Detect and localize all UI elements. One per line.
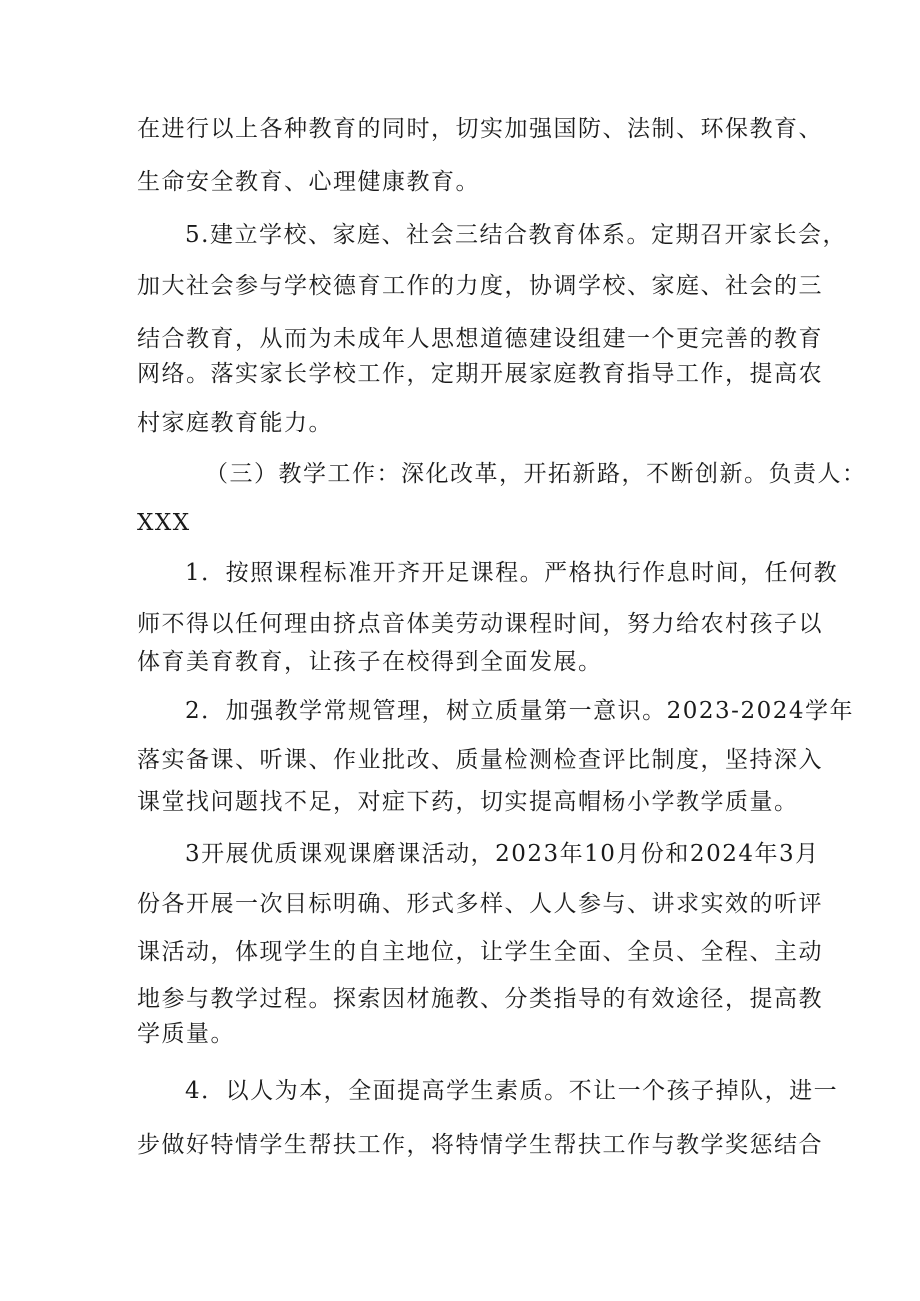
text-line: XXX (137, 510, 191, 536)
text-line: 在进行以上各种教育的同时，切实加强国防、法制、环保教育、 (137, 116, 823, 142)
text-line: 生命安全教育、心理健康教育。 (137, 169, 480, 195)
text-line: 结合教育，从而为未成年人思想道德建设组建一个更完善的教育 (137, 326, 823, 352)
text-line: 地参与教学过程。探索因材施教、分类指导的有效途径，提高教 (137, 986, 823, 1012)
text-line: 体育美育教育，让孩子在校得到全面发展。 (137, 649, 603, 675)
text-line: 课活动，体现学生的自主地位，让学生全面、全员、全程、主动 (137, 939, 823, 965)
section-heading: （三）教学工作：深化改革，开拓新路，不断创新。负责人： (205, 461, 867, 487)
text-line: 4．以人为本，全面提高学生素质。不让一个孩子掉队，进一 (185, 1078, 839, 1104)
text-line: 步做好特情学生帮扶工作，将特情学生帮扶工作与教学奖惩结合 (137, 1132, 823, 1158)
text-line: 村家庭教育能力。 (137, 410, 333, 436)
text-line: 落实备课、听课、作业批改、质量检测检查评比制度，坚持深入 (137, 747, 823, 773)
text-line: 3开展优质课观课磨课活动，2023年10月份和2024年3月 (185, 841, 820, 867)
text-line: 加大社会参与学校德育工作的力度，协调学校、家庭、社会的三 (137, 273, 823, 299)
text-line: 师不得以任何理由挤点音体美劳动课程时间，努力给农村孩子以 (137, 611, 823, 637)
text-line: 网络。落实家长学校工作，定期开展家庭教育指导工作，提高农 (137, 361, 823, 387)
text-line: 5.建立学校、家庭、社会三结合教育体系。定期召开家长会， (185, 222, 847, 248)
text-line: 学质量。 (137, 1021, 235, 1047)
text-line: 份各开展一次目标明确、形式多样、人人参与、讲求实效的听评 (137, 891, 823, 917)
text-line: 2．加强教学常规管理，树立质量第一意识。2023-2024学年 (185, 698, 854, 724)
text-line: 1．按照课程标准开齐开足课程。严格执行作息时间，任何教 (185, 560, 839, 586)
text-line: 课堂找问题找不足，对症下药，切实提高帽杨小学教学质量。 (137, 789, 799, 815)
